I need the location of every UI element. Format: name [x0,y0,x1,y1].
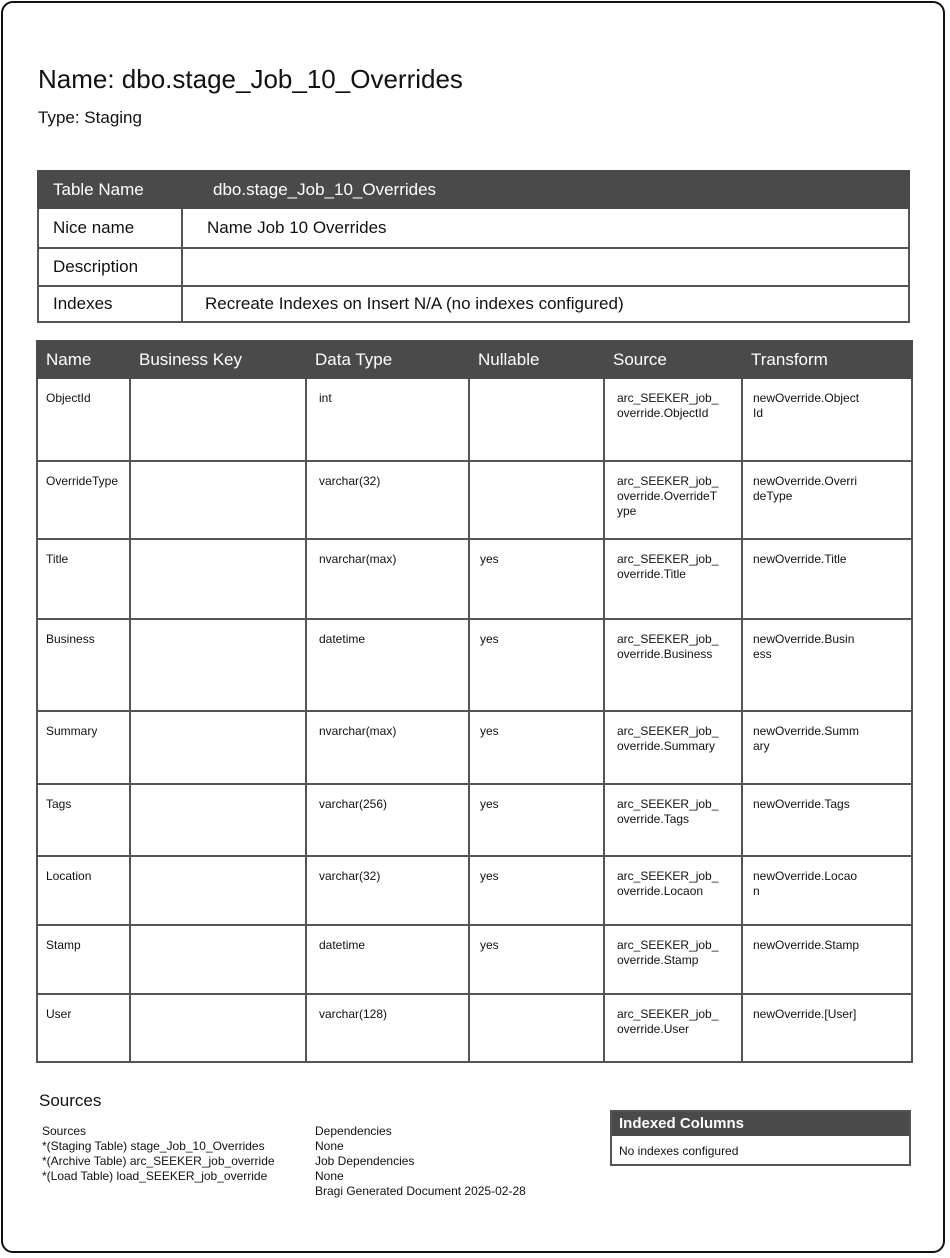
cell-nullable: yes [469,784,604,856]
meta-label: Nice name [38,208,182,248]
source-item: *(Archive Table) arc_SEEKER_job_override [42,1154,275,1168]
cell-source: arc_SEEKER_job_override.User [604,994,742,1062]
columns-header-row [37,341,912,378]
meta-value: dbo.stage_Job_10_Overrides [182,171,909,208]
cell-source: arc_SEEKER_job_override.Business [604,619,742,711]
cell-data-type: int [306,378,469,461]
meta-value: Name Job 10 Overrides [182,208,909,248]
meta-label: Table Name [38,171,182,208]
cell-transform: newOverride.Title [742,539,912,619]
cell-data-type: varchar(32) [306,461,469,539]
cell-name: Summary [37,711,130,784]
cell-data-type: nvarchar(max) [306,539,469,619]
cell-source: arc_SEEKER_job_override.Summary [604,711,742,784]
header-nullable: Nullable [469,341,604,378]
job-dependencies-value: None [315,1169,344,1183]
cell-transform: newOverride.ObjectId [742,378,912,461]
sources-heading: Sources [39,1091,102,1110]
cell-data-type: nvarchar(max) [306,711,469,784]
columns-table [36,340,913,1063]
cell-name: Stamp [37,925,130,994]
meta-row-description [38,248,909,286]
meta-row-indexes [38,286,909,322]
source-item: *(Staging Table) stage_Job_10_Overrides [42,1139,265,1153]
sources-label: Sources [42,1124,87,1138]
cell-source: arc_SEEKER_job_override.Tags [604,784,742,856]
header-data-type: Data Type [306,341,469,378]
page-title: Name: dbo.stage_Job_10_Overrides [38,64,463,94]
cell-source: arc_SEEKER_job_override.Locaon [604,856,742,925]
table-row [37,856,912,925]
cell-business-key [130,461,306,539]
cell-transform: newOverride.Summary [742,711,912,784]
cell-transform: newOverride.Locaon [742,856,912,925]
header-source: Source [604,341,742,378]
header-name: Name [37,341,130,378]
cell-nullable: yes [469,856,604,925]
cell-source: arc_SEEKER_job_override.Stamp [604,925,742,994]
table-row [37,619,912,711]
table-row [37,539,912,619]
cell-data-type: datetime [306,925,469,994]
table-row [37,784,912,856]
cell-source: arc_SEEKER_job_override.ObjectId [604,378,742,461]
meta-row-table-name [38,171,909,208]
cell-name: Tags [37,784,130,856]
dependencies-value: None [315,1139,344,1153]
cell-data-type: varchar(256) [306,784,469,856]
dependencies-label: Dependencies [315,1124,392,1138]
cell-business-key [130,539,306,619]
cell-nullable [469,994,604,1062]
cell-business-key [130,619,306,711]
cell-transform: newOverride.Stamp [742,925,912,994]
cell-name: OverrideType [37,461,130,539]
table-type: Type: Staging [38,108,142,127]
cell-transform: newOverride.[User] [742,994,912,1062]
table-row [37,378,912,461]
sources-list [42,1124,275,1184]
cell-nullable: yes [469,619,604,711]
cell-business-key [130,856,306,925]
cell-source: arc_SEEKER_job_override.OverrideType [604,461,742,539]
cell-business-key [130,994,306,1062]
cell-data-type: datetime [306,619,469,711]
meta-label: Indexes [38,286,182,322]
meta-row-nice-name [38,208,909,248]
cell-transform: newOverride.Business [742,619,912,711]
cell-nullable: yes [469,925,604,994]
cell-name: ObjectId [37,378,130,461]
cell-nullable [469,378,604,461]
cell-business-key [130,925,306,994]
cell-nullable: yes [469,711,604,784]
meta-value: Recreate Indexes on Insert N/A (no indexes configured) [182,286,909,322]
indexed-columns-box [610,1110,911,1166]
header-transform: Transform [742,341,912,378]
generated-note: Bragi Generated Document 2025-02-28 [315,1184,526,1198]
cell-nullable [469,461,604,539]
table-row [37,994,912,1062]
cell-name: Business [37,619,130,711]
cell-nullable: yes [469,539,604,619]
cell-business-key [130,711,306,784]
table-row [37,461,912,539]
indexed-columns-heading: Indexed Columns [612,1112,909,1136]
job-dependencies-label: Job Dependencies [315,1154,415,1168]
cell-business-key [130,784,306,856]
table-row [37,925,912,994]
cell-name: Title [37,539,130,619]
cell-data-type: varchar(128) [306,994,469,1062]
source-item: *(Load Table) load_SEEKER_job_override [42,1169,268,1183]
cell-source: arc_SEEKER_job_override.Title [604,539,742,619]
dependencies-list [315,1124,526,1199]
meta-value [182,248,909,286]
header-business-key: Business Key [130,341,306,378]
cell-name: Location [37,856,130,925]
indexed-columns-value: No indexes configured [619,1144,739,1158]
cell-transform: newOverride.Tags [742,784,912,856]
table-metadata [37,170,910,323]
cell-data-type: varchar(32) [306,856,469,925]
cell-name: User [37,994,130,1062]
cell-transform: newOverride.OverrideType [742,461,912,539]
table-row [37,711,912,784]
cell-business-key [130,378,306,461]
meta-label: Description [38,248,182,286]
